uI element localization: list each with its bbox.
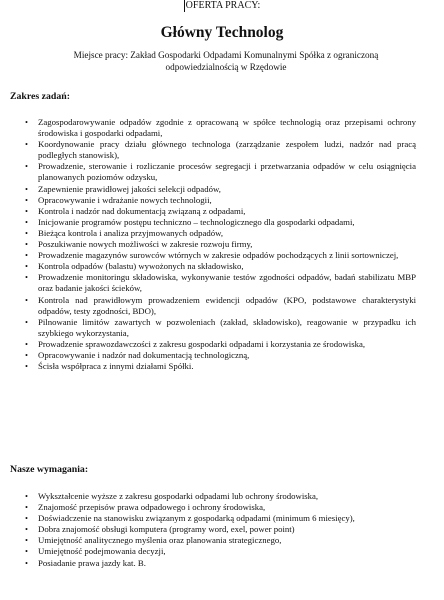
- list-item: • Koordynowanie pracy działu głównego technologa (zarządzanie zespołem ludzi, nadzór nad pracą podległych stanowisk),: [38, 139, 416, 161]
- list-item: • Bieżąca kontrola i analiza przyjmowanych odpadów,: [38, 228, 416, 239]
- list-item: • Ścisła współpraca z innymi działami Spółki.: [38, 361, 416, 372]
- offer-header: [0, 0, 444, 12]
- list-item: • Dobra znajomość obsługi komputera (programy word, exel, power point): [38, 524, 416, 535]
- list-item: • Prowadzenie, sterowanie i rozliczanie procesów segregacji i przetwarzania odpadów w celu osiągnięcia planowanych poziomów odzysku,: [38, 161, 416, 183]
- list-item: • Zapewnienie prawidłowej jakości selekcji odpadów,: [38, 184, 416, 195]
- list-item: • Doświadczenie na stanowisku związanym z gospodarką odpadami (minimum 6 miesięcy),: [38, 513, 416, 524]
- list-item: • Prowadzenie sprawozdawczości z zakresu gospodarki odpadami i korzystania ze środowiska,: [38, 339, 416, 350]
- job-title: Główny Technolog: [160, 24, 284, 41]
- list-item: • Poszukiwanie nowych możliwości w zakresie rozwoju firmy,: [38, 239, 416, 250]
- list-item: • Zagospodarowywanie odpadów zgodnie z opracowaną w spółce technologią oraz przepisami ochrony środowiska i gospodarki odpadami,: [38, 117, 416, 139]
- list-item: • Pilnowanie limitów zawartych w pozwoleniach (zakład, składowisko), reagowanie w przypadku ich szybkiego wykorzystania,: [38, 317, 416, 339]
- list-item: • Umiejętność analitycznego myślenia oraz planowania strategicznego,: [38, 535, 416, 546]
- duties-list: [38, 117, 416, 372]
- list-item: • Wykształcenie wyższe z zakresu gospodarki odpadami lub ochrony środowiska,: [38, 491, 416, 502]
- list-item: • Prowadzenie monitoringu składowiska, wykonywanie testów zgodności odpadów, badań stabilizatu MBP oraz badanie jakości ścieków,: [38, 272, 416, 294]
- list-item: • Opracowywanie i nadzór nad dokumentacją technologiczną,: [38, 350, 416, 361]
- list-item: • Znajomość przepisów prawa odpadowego i ochrony środowiska,: [38, 502, 416, 513]
- duties-heading: Zakres zadań:: [10, 91, 70, 102]
- list-item: • Kontrola i nadzór nad dokumentacją związaną z odpadami,: [38, 206, 416, 217]
- requirements-list: [38, 491, 416, 569]
- list-item: • Prowadzenie magazynów surowców wtórnych w zakresie odpadów pochodzących z linii sortowniczej,: [38, 250, 416, 261]
- list-item: • Kontrola nad prawidłowym prowadzeniem ewidencji odpadów (KPO, podstawowe charakterystyki odpadów, testy zgodności, BDO),: [38, 295, 416, 317]
- workplace-line: Miejsce pracy: Zakład Gospodarki Odpadami Komunalnymi Spółka z ograniczoną odpowiedzialnością w Rzędowie: [73, 50, 379, 72]
- list-item: • Kontrola odpadów (balastu) wywożonych na składowisko,: [38, 261, 416, 272]
- requirements-heading: Nasze wymagania:: [10, 464, 89, 475]
- list-item: • Posiadanie prawa jazdy kat. B.: [38, 558, 416, 569]
- list-item: • Opracowywanie i wdrażanie nowych technologii,: [38, 195, 416, 206]
- list-item: • Umiejętność podejmowania decyzji,: [38, 546, 416, 557]
- list-item: • Inicjowanie programów postępu techniczno – technologicznego dla gospodarki odpadami,: [38, 217, 416, 228]
- offer-header-text: OFERTA PRACY:: [185, 0, 261, 11]
